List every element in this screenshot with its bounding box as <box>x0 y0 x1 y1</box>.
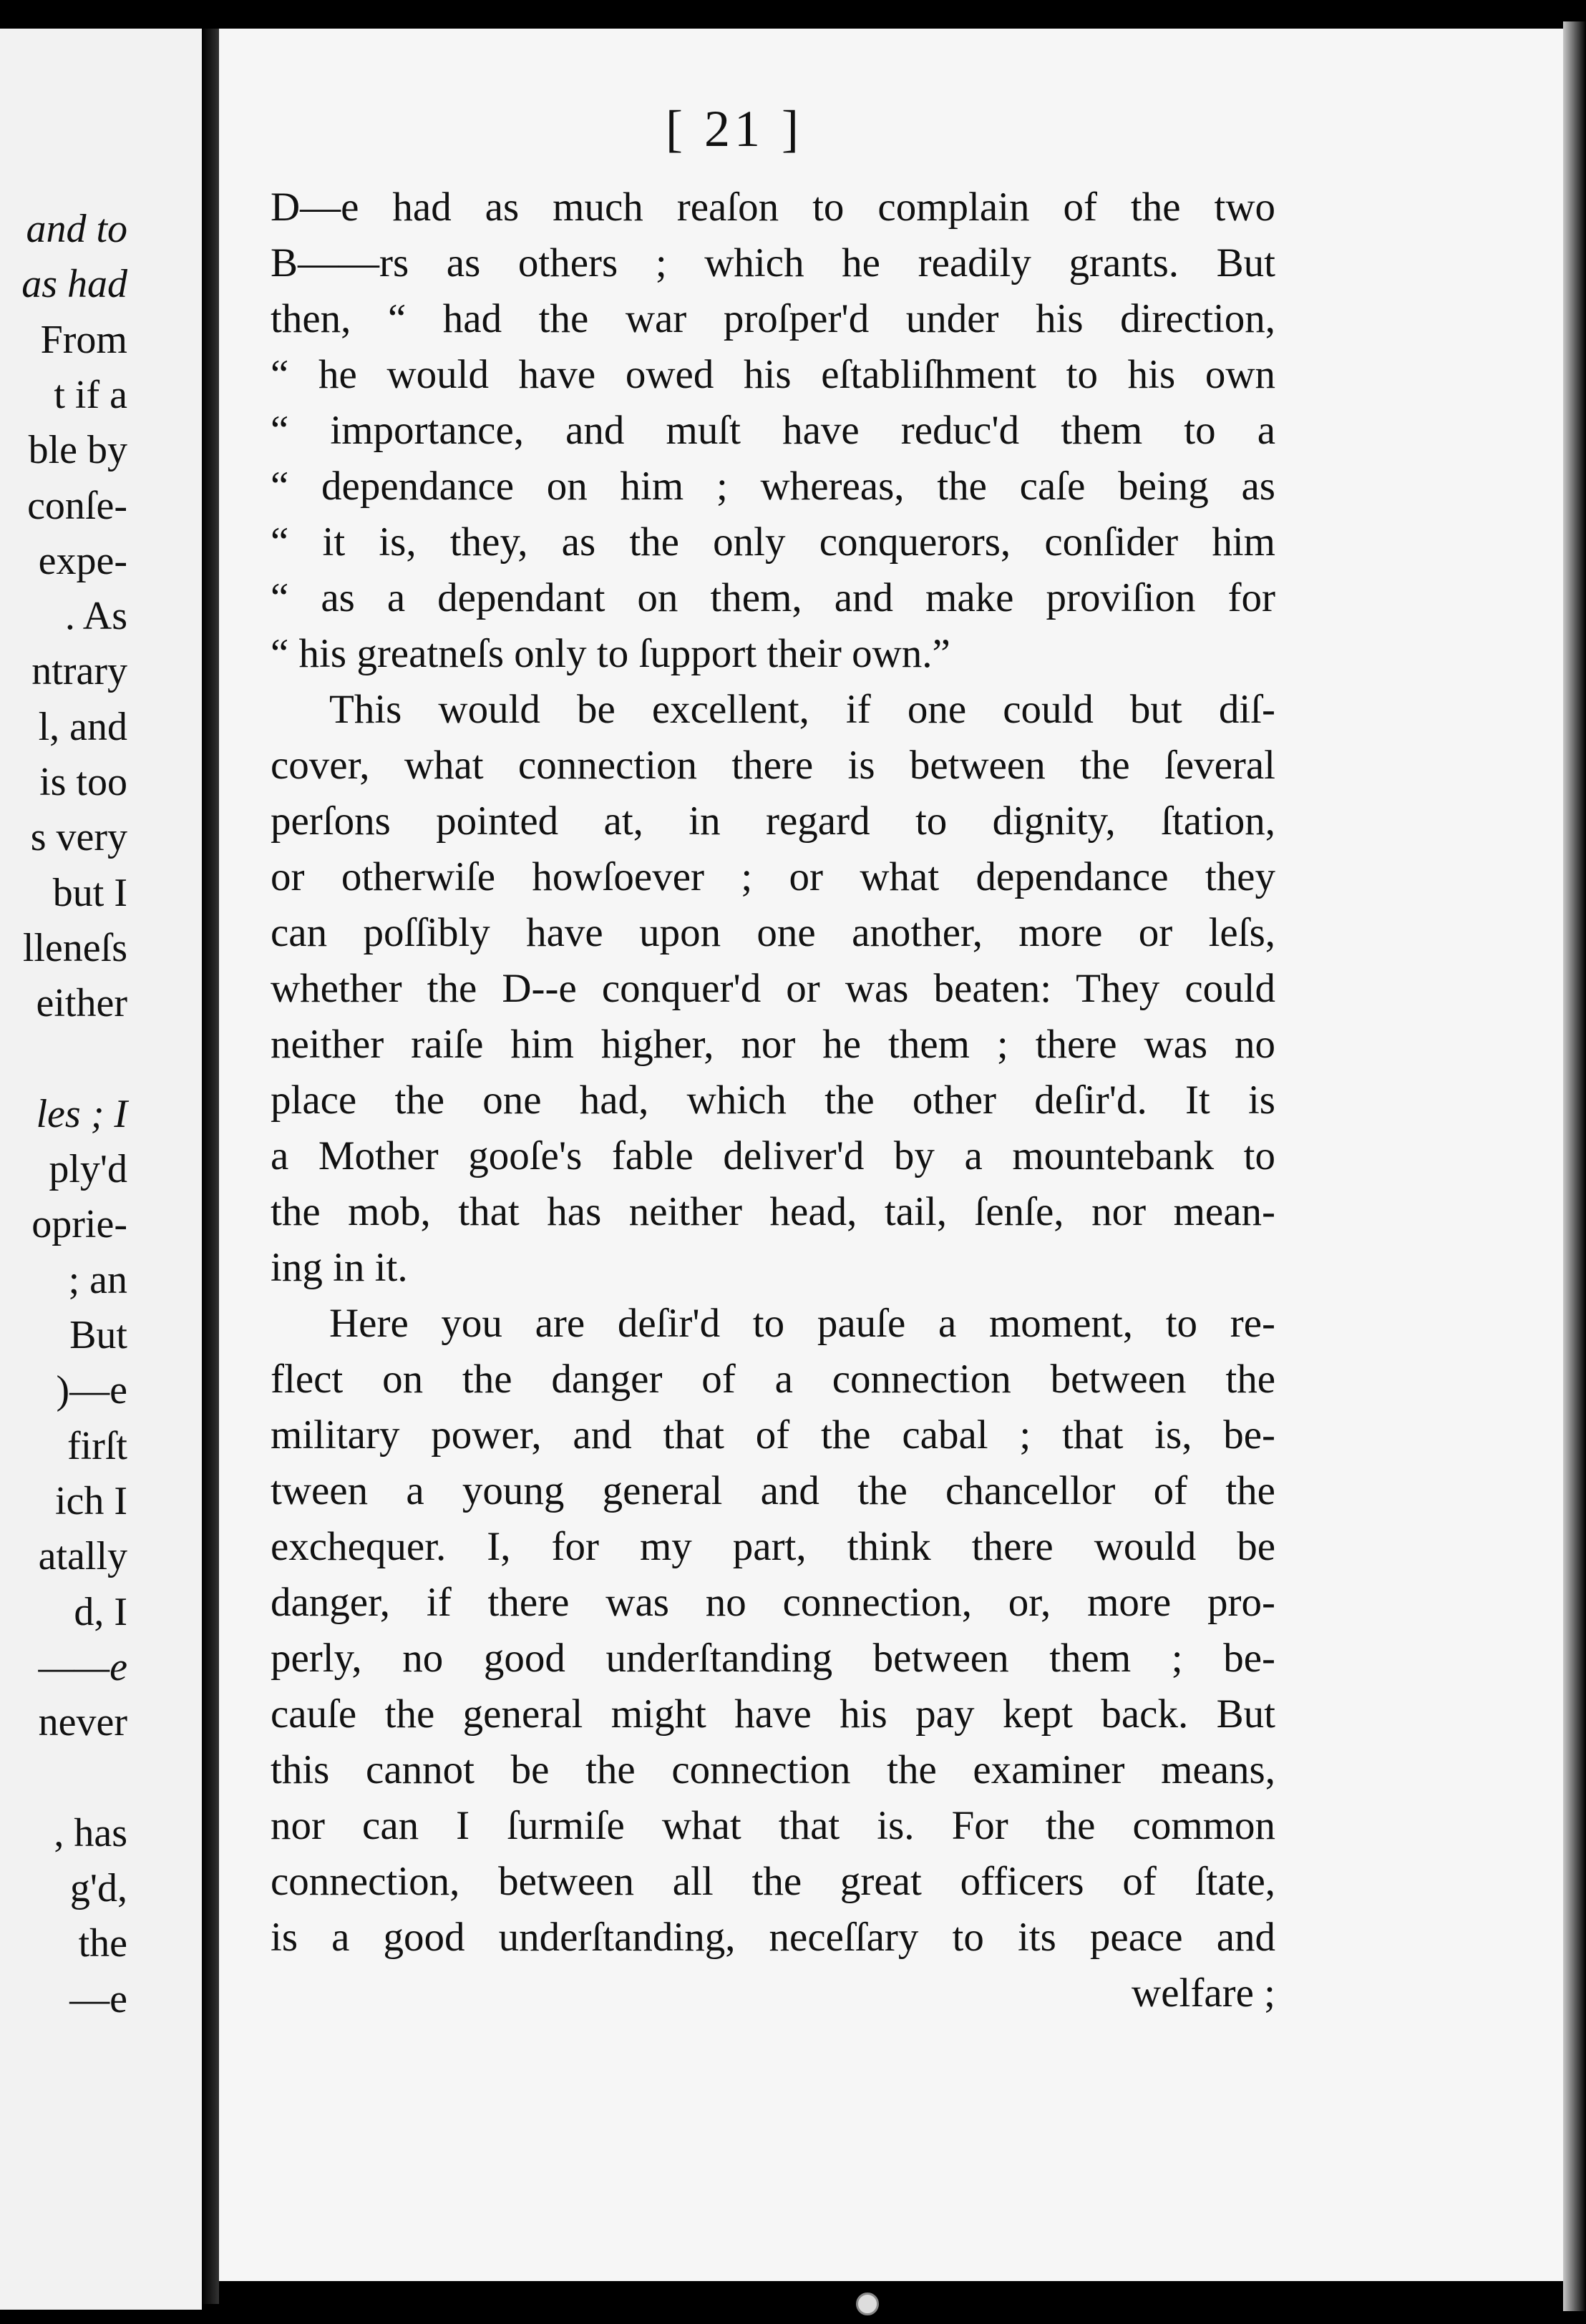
body-line: military power, and that of the cabal ; that is, be- <box>271 1412 1275 1458</box>
left-page-line: is too <box>39 760 127 804</box>
left-page-line: ——e <box>38 1644 127 1689</box>
left-page-line: but I <box>52 870 127 915</box>
left-page-line: ply'd <box>49 1147 127 1192</box>
left-page-line: les ; I <box>36 1091 127 1136</box>
left-page-line: oprie- <box>31 1202 127 1247</box>
body-line: cover, what connection there is between the ſeveral <box>271 743 1275 788</box>
left-page-line: ntrary <box>31 649 127 694</box>
left-page-line: g'd, <box>69 1866 127 1910</box>
body-line: neither raiſe him higher, nor he them ; there was no <box>271 1022 1275 1067</box>
left-page-line: . As <box>64 594 127 639</box>
body-line: “ he would have owed his eſtabliſhment to his own <box>271 352 1275 397</box>
body-line: then, “ had the war proſper'd under his direction, <box>271 296 1275 341</box>
left-page-line: lleneſs <box>22 925 127 970</box>
body-line: a Mother gooſe's fable deliver'd by a mountebank to <box>271 1133 1275 1178</box>
body-line: ing in it. <box>271 1245 408 1290</box>
body-line: Here you are deſir'd to pauſe a moment, to re- <box>329 1301 1275 1346</box>
left-page-line: t if a <box>54 372 127 417</box>
left-page-line: ; an <box>68 1257 127 1302</box>
body-line: connection, between all the great officers of ſtate, <box>271 1859 1275 1904</box>
body-line: place the one had, which the other deſir'd. It is <box>271 1078 1275 1123</box>
left-page-line: , has <box>54 1810 127 1855</box>
left-page-line: and to <box>26 207 127 251</box>
page-number: [ 21 ] <box>666 100 803 157</box>
left-page-line: ich I <box>54 1478 127 1523</box>
body-line: can poſſibly have upon one another, more or leſs, <box>271 910 1275 955</box>
catchword: welfare ; <box>1132 1971 1275 2016</box>
left-page-line: But <box>69 1313 127 1357</box>
body-line: “ it is, they, as the only conquerors, conſider him <box>271 519 1275 565</box>
body-line: flect on the danger of a connection between the <box>271 1357 1275 1402</box>
left-page-line: expe- <box>38 538 127 583</box>
body-line: whether the D--e conquer'd or was beaten: They could <box>271 966 1275 1011</box>
body-line: “ his greatneſs only to ſupport their own.” <box>271 631 950 676</box>
library-stamp-icon <box>856 2293 879 2315</box>
body-line: D—e had as much reaſon to complain of the two <box>271 185 1275 230</box>
body-line: danger, if there was no connection, or, more pro- <box>271 1580 1275 1625</box>
body-line: the mob, that has neither head, tail, ſenſe, nor mean- <box>271 1189 1275 1234</box>
body-line: exchequer. I, for my part, think there would be <box>271 1524 1275 1569</box>
left-page-line: d, I <box>74 1589 127 1634</box>
body-line: or otherwiſe howſoever ; or what dependance they <box>271 854 1275 899</box>
left-page-line: the <box>78 1921 127 1966</box>
body-line: perly, no good underſtanding between them ; be- <box>271 1636 1275 1681</box>
body-line: “ dependance on him ; whereas, the caſe being as <box>271 464 1275 509</box>
body-line: is a good underſtanding, neceſſary to its peace and <box>271 1915 1275 1960</box>
left-page-line: firſt <box>67 1423 127 1468</box>
left-page-line: l, and <box>38 704 127 749</box>
left-page-line: —e <box>69 1976 127 2021</box>
body-line: This would be excellent, if one could but diſ- <box>329 687 1275 732</box>
left-page-line: atally <box>38 1534 127 1579</box>
left-page-line: never <box>38 1700 127 1745</box>
left-page-line: as had <box>21 262 127 307</box>
body-line: nor can I ſurmiſe what that is. For the common <box>271 1803 1275 1848</box>
left-page-line: s very <box>30 815 127 860</box>
left-page-line: ble by <box>28 428 127 473</box>
left-page-line: )—e <box>56 1368 127 1413</box>
body-line: B——rs as others ; which he readily grants. But <box>271 240 1275 285</box>
left-page-line: conſe- <box>27 483 127 528</box>
left-page-line: From <box>40 317 127 362</box>
body-line: perſons pointed at, in regard to dignity, ſtation, <box>271 799 1275 844</box>
body-line: “ as a dependant on them, and make proviſion for <box>271 575 1275 620</box>
left-page-line: either <box>36 981 127 1026</box>
body-line: cauſe the general might have his pay kept back. But <box>271 1691 1275 1737</box>
body-line: “ importance, and muſt have reduc'd them to a <box>271 408 1275 453</box>
body-line: this cannot be the connection the examiner means, <box>271 1747 1275 1792</box>
body-line: tween a young general and the chancellor of the <box>271 1468 1275 1513</box>
